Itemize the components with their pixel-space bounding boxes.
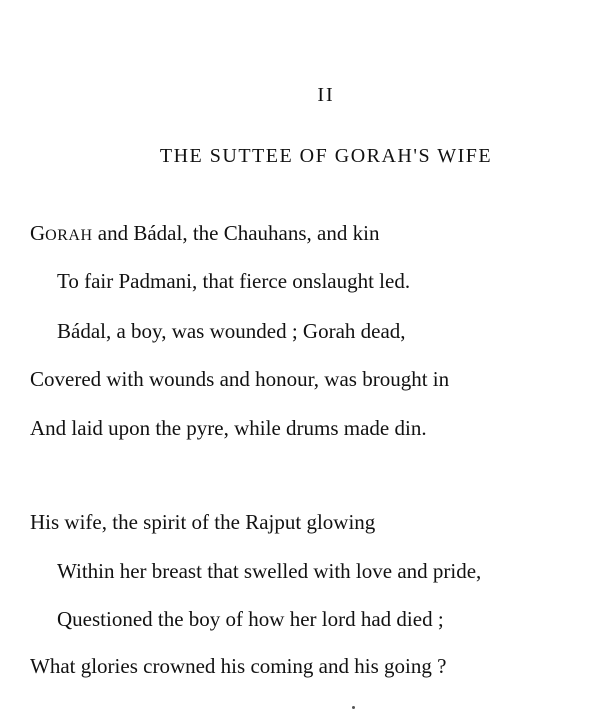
stanza2-line3: Questioned the boy of how her lord had died ;: [57, 607, 444, 631]
drop-initial: G: [30, 221, 46, 245]
smallcaps-word: ORAH: [45, 227, 93, 244]
ink-speck: [352, 706, 355, 709]
line-text: and Bádal, the Chauhans, and kin: [92, 221, 380, 245]
stanza1-line1: [30, 223, 379, 244]
stanza1-line5: And laid upon the pyre, while drums made din.: [30, 416, 427, 440]
stanza1-line3: Bádal, a boy, was wounded ; Gorah dead,: [57, 319, 406, 343]
stanza1-line4: Covered with wounds and honour, was brought in: [30, 367, 450, 391]
section-number: II: [317, 84, 335, 106]
poem-title: THE SUTTEE OF GORAH'S WIFE: [159, 145, 493, 167]
stanza2-line4: What glories crowned his coming and his going ?: [30, 654, 447, 678]
stanza1-line2: To fair Padmani, that fierce onslaught led.: [57, 269, 411, 293]
stanza2-line1: His wife, the spirit of the Rajput glowing: [30, 510, 376, 534]
stanza2-line2: Within her breast that swelled with love and pride,: [57, 559, 482, 583]
